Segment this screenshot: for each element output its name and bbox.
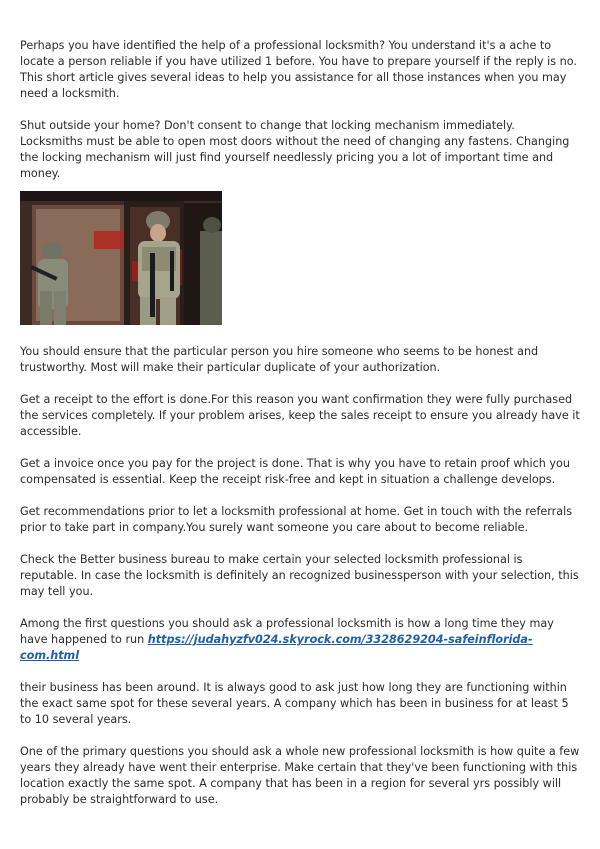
paragraph-2: Shut outside your home? Don't consent to change that locking mechanism immediately. Locksmiths must be able to open most doors without the need of changing any fastens. Changing the locking mechanism will just find yourself needlessly pricing you a lot of important time and money. — [20, 119, 570, 180]
paragraph-7: Check the Better business bureau to make certain your selected locksmith professional is reputable. In case the locksmith is definitely an recognized businessperson with your selection, this may tell you. — [20, 553, 579, 598]
paragraph-1: Perhaps you have identified the help of a professional locksmith? You understand it's a ache to locate a person reliable if you have utilized 1 before. You have to prepare yourself if the reply is no. This short article gives several ideas to help you assistance for all those instances when you may need a locksmith. — [20, 39, 577, 100]
paragraph-8-text: Among the first questions you should ask a professional locksmith is how a long time they may have happened to run — [20, 617, 554, 646]
soldiers-photo — [20, 191, 222, 325]
article-link[interactable]: https://judahyzfv024.skyrock.com/3328629204-safeinflorida-com.html — [20, 633, 533, 662]
article — [20, 38, 580, 824]
paragraph-8 — [20, 616, 580, 664]
paragraph-9: their business has been around. It is always good to ask just how long they are functioning within the exact same spot for these several years. A company which has been in business for at least 5 to 10 several years. — [20, 681, 569, 726]
paragraph-4: Get a receipt to the effort is done.For this reason you want confirmation they were fully purchased the services completely. If your problem arises, keep the sales receipt to ensure you already have it accessible. — [20, 393, 580, 438]
paragraph-3: You should ensure that the particular person you hire someone who seems to be honest and trustworthy. Most will make their particular duplicate of your authorization. — [20, 345, 539, 374]
paragraph-10: One of the primary questions you should ask a whole new professional locksmith is how quite a few years they already have went their enterprise. Make certain that they've been functioning with this location exactly the same spot. A company that has been in a region for several yrs possibly will probably be straightforward to use. — [20, 745, 580, 806]
paragraph-6: Get recommendations prior to let a locksmith professional at home. Get in touch with the referrals prior to take part in company.You surely want someone you care about to become reliable. — [20, 505, 573, 534]
paragraph-5: Get a invoice once you pay for the project is done. That is why you have to retain proof which you compensated is essential. Keep the receipt risk-free and kept in situation a challenge develops. — [20, 457, 570, 486]
